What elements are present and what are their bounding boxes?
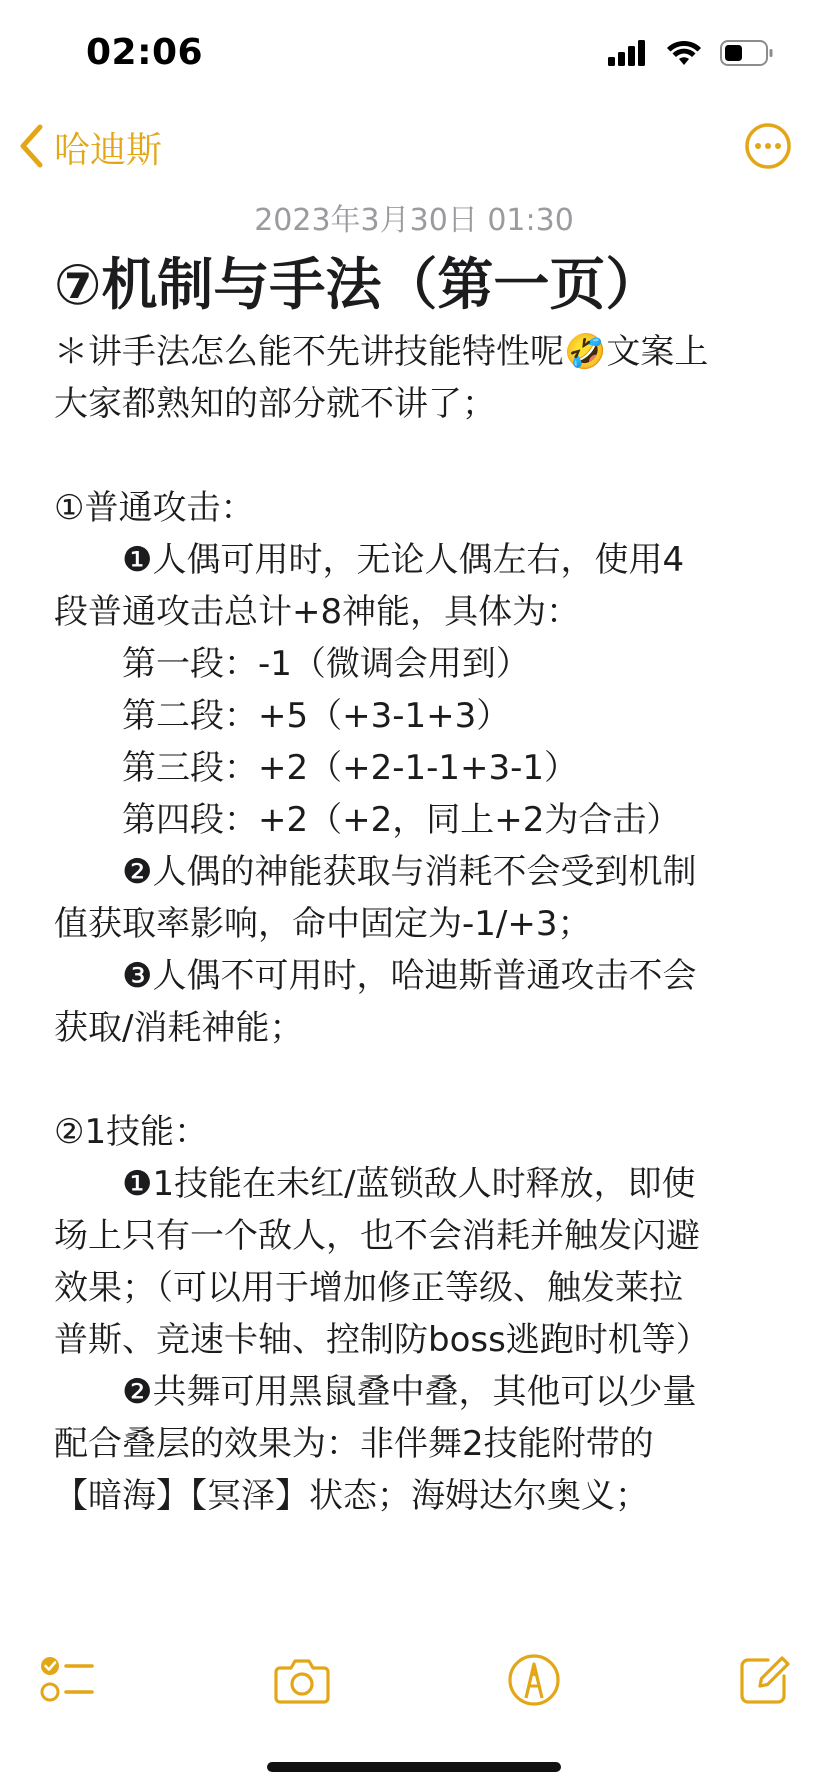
note-line: 第二段：+5（+3-1+3） <box>54 696 511 736</box>
status-icons <box>608 40 774 70</box>
home-indicator[interactable] <box>267 1762 561 1772</box>
nav-bar <box>0 112 828 182</box>
note-line: 场上只有一个敌人，也不会消耗并触发闪避 <box>54 1216 700 1256</box>
note-date: 2023年3月30日 01:30 <box>254 203 574 238</box>
note-body[interactable] <box>54 250 774 1522</box>
note-title: ⑦机制与手法（第一页） <box>54 253 662 318</box>
note-line: ❸人偶不可用时，哈迪斯普通攻击不会 <box>54 956 697 996</box>
back-label: 哈迪斯 <box>54 130 163 171</box>
back-button[interactable] <box>18 122 162 173</box>
note-line: 普斯、竞速卡轴、控制防boss逃跑时机等） <box>54 1320 710 1360</box>
note-line: ＊讲手法怎么能不先讲技能特性呢🤣文案上 <box>54 332 709 372</box>
status-bar <box>0 0 828 110</box>
note-line: 第四段：+2（+2，同上+2为合击） <box>54 800 681 840</box>
more-button[interactable] <box>744 122 792 170</box>
compose-icon <box>734 1695 794 1714</box>
cellular-signal-icon <box>608 40 648 70</box>
note-line: 获取/消耗神能； <box>54 1008 304 1048</box>
note-line: ❷共舞可用黑鼠叠中叠，其他可以少量 <box>54 1372 697 1412</box>
note-line: ❶1技能在未红/蓝锁敌人时释放，即使 <box>54 1164 696 1204</box>
wifi-icon <box>666 40 702 70</box>
status-time: 02:06 <box>86 32 204 73</box>
chevron-left-icon <box>18 123 44 173</box>
note-line: 【暗海】【冥泽】状态；海姆达尔奥义； <box>54 1476 649 1516</box>
compose-button[interactable] <box>734 1650 794 1710</box>
bottom-toolbar <box>0 1630 828 1720</box>
checklist-icon <box>38 1695 98 1714</box>
note-line: ②1技能： <box>54 1112 209 1152</box>
camera-button[interactable] <box>272 1650 332 1710</box>
note-line: 段普通攻击总计+8神能，具体为： <box>54 592 581 632</box>
note-line: 值获取率影响，命中固定为-1/+3； <box>54 904 592 944</box>
checklist-button[interactable] <box>38 1650 98 1710</box>
note-line: ①普通攻击： <box>54 488 255 528</box>
battery-icon <box>720 40 774 70</box>
camera-icon <box>272 1695 332 1714</box>
markup-button[interactable] <box>504 1650 564 1710</box>
note-line: 配合叠层的效果为：非伴舞2技能附带的 <box>54 1424 654 1464</box>
note-line: 效果；（可以用于增加修正等级、触发莱拉 <box>54 1268 683 1308</box>
note-blank-line <box>54 1054 774 1106</box>
note-blank-line <box>54 430 774 482</box>
markup-pen-icon <box>504 1695 564 1714</box>
note-line: 第三段：+2（+2-1-1+3-1） <box>54 748 579 788</box>
ellipsis-circle-icon <box>744 155 792 174</box>
note-line: 大家都熟知的部分就不讲了； <box>54 384 496 424</box>
note-line: ❶人偶可用时，无论人偶左右，使用4 <box>54 540 685 580</box>
note-line: ❷人偶的神能获取与消耗不会受到机制 <box>54 852 697 892</box>
note-line: 第一段：-1（微调会用到） <box>54 644 530 684</box>
